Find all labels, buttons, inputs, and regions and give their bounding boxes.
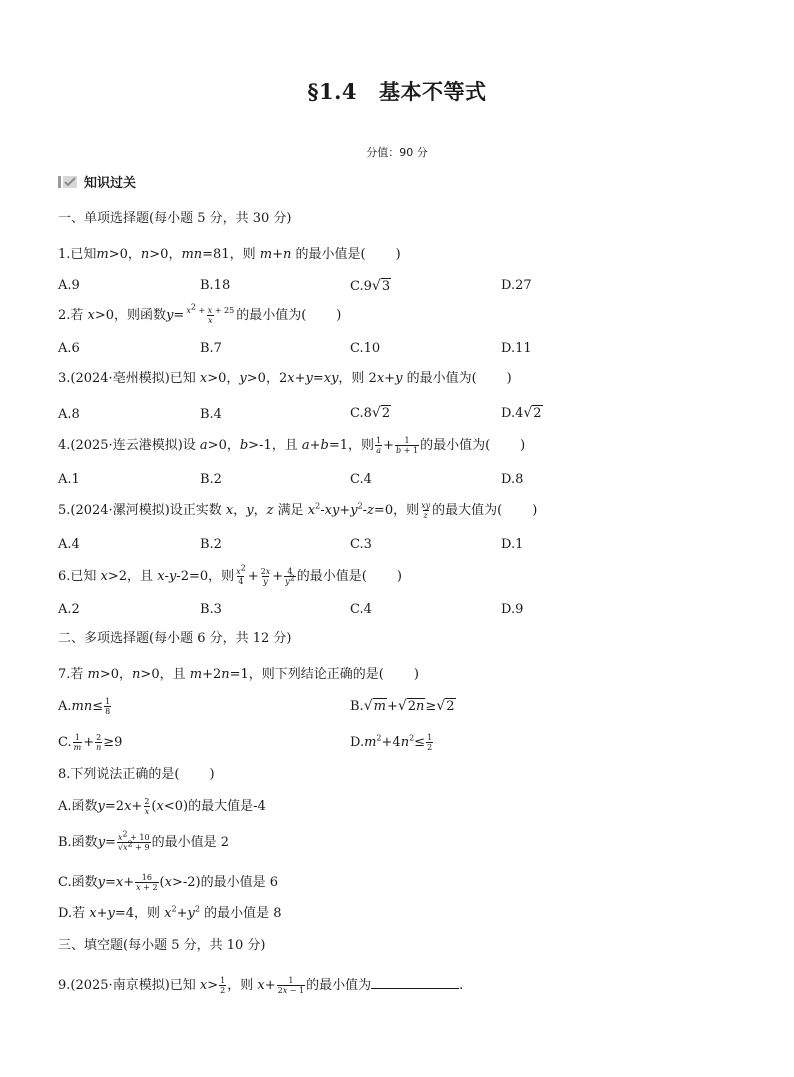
- part2-heading: 二、多项选择题(每小题 6 分，共 12 分): [58, 631, 292, 646]
- q2-option-c: C.10: [350, 341, 381, 356]
- question-5: 5.(2024·漯河模拟)设正实数 x，y，z 满足 $x^2-xy+y^2-z=0$，则 $\frac{xy}{z}$ 的最大值为( ): [58, 501, 538, 520]
- q6-option-d: D.9: [501, 602, 524, 617]
- q4-option-b: B.2: [200, 472, 222, 487]
- score-line: 分值：90 分: [366, 146, 428, 159]
- knowledge-banner: [58, 172, 136, 191]
- question-8: 8.下列说法正确的是( ): [58, 767, 215, 782]
- question-6: 6.已知 x>2，且 x-y-2=0，则 $\frac{x^2}{4}$ + $\frac{2x}{y}$ + $\frac{4}{y^2}$ 的最小值是( ): [58, 563, 402, 586]
- q1-option-b: B.18: [200, 278, 231, 293]
- q3-option-b: B.4: [200, 407, 222, 422]
- part3-heading: 三、填空题(每小题 5 分，共 10 分): [58, 938, 266, 953]
- q4-option-a: A.1: [58, 472, 80, 487]
- q5-option-d: D.1: [501, 537, 524, 552]
- page-title: [0, 76, 794, 106]
- title-text: 基本不等式: [379, 79, 487, 104]
- q6-option-c: C.4: [350, 602, 372, 617]
- q7-option-a: A.mn≤ $\frac{1}{8}$: [58, 697, 111, 716]
- question-7: 7.若 m>0，n>0，且 m+2n=1，则下列结论正确的是( ): [58, 667, 419, 682]
- banner-label: 知识过关: [84, 176, 137, 191]
- question-1: 1.已知m>0，n>0，mn=81，则 m+n 的最小值是( ): [58, 247, 401, 262]
- question-2: 2.若 x>0，则函数y= $\frac{x^2 + x + 25}{x}$ 的最小值为( ): [58, 302, 342, 325]
- q2-option-b: B.7: [200, 341, 222, 356]
- q8-option-a: A.函数y=2x+ $\frac{2}{x}$ (x<0)的最大值是-4: [58, 797, 266, 816]
- q5-option-c: C.3: [350, 537, 372, 552]
- answer-blank[interactable]: [371, 976, 459, 989]
- q6-option-a: A.2: [58, 602, 80, 617]
- q8-option-b: B.函数y= $\frac{x^2 + 10}{√x^2 + 9}$ 的最小值是 2: [58, 829, 229, 852]
- q8-option-c: C.函数y=x+ $\frac{16}{x + 2}$ (x>-2)的最小值是 6: [58, 873, 279, 892]
- q2-option-d: D.11: [501, 341, 532, 356]
- question-3: 3.(2024·亳州模拟)已知 x>0，y>0，2x+y=xy，则 2x+y 的最小值为( ): [58, 371, 512, 386]
- section-number: §1.4: [307, 79, 358, 104]
- checklist-icon: [58, 175, 78, 189]
- q1-option-d: D.27: [501, 278, 532, 293]
- q4-option-d: D.8: [501, 472, 524, 487]
- q3-option-d: D.4√2: [501, 405, 542, 421]
- q3-option-c: C.8√2: [350, 405, 391, 421]
- q8-option-d: D.若 x+y=4，则 $x^2+y^2$ 的最小值是 8: [58, 904, 282, 921]
- question-9: 9.(2025·南京模拟)已知 x> $\frac{1}{2}$ ，则 x+ $\frac{1}{2x - 1}$ 的最小值为 .: [58, 976, 464, 995]
- q5-option-a: A.4: [58, 537, 80, 552]
- q7-option-b: B.√m+√2n≥√2: [350, 698, 455, 714]
- q5-option-b: B.2: [200, 537, 222, 552]
- q1-option-c: C.9√3: [350, 278, 391, 294]
- q6-option-b: B.3: [200, 602, 222, 617]
- question-4: 4.(2025·连云港模拟)设 a>0，b>-1，且 a+b=1，则 $\frac{1}{a}$ + $\frac{1}{b + 1}$ 的最小值为( ): [58, 436, 526, 455]
- q3-option-a: A.8: [58, 407, 80, 422]
- q1-option-a: A.9: [58, 278, 80, 293]
- part1-heading: 一、单项选择题(每小题 5 分，共 30 分): [58, 211, 292, 226]
- q7-option-c: C. $\frac{1}{m}$ + $\frac{2}{n}$ ≥9: [58, 733, 123, 752]
- q4-option-c: C.4: [350, 472, 372, 487]
- q7-option-d: $D.m^2+4n^2\le$ $\frac{1}{2}$: [350, 733, 433, 752]
- q2-option-a: A.6: [58, 341, 80, 356]
